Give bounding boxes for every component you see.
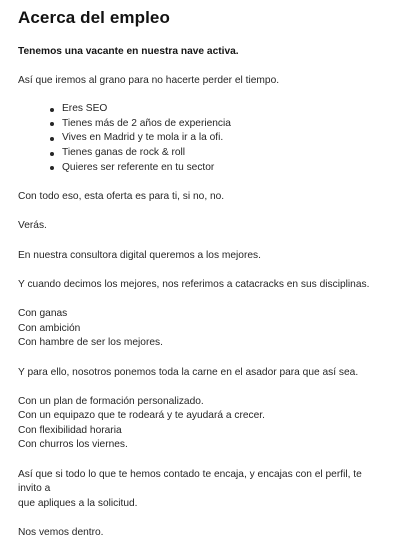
closing-paragraph: Nos vemos dentro. (18, 526, 104, 538)
requirement-item: Tienes ganas de rock & roll (50, 146, 386, 161)
after-list-paragraph: Con todo eso, esta oferta es para ti, si no, no. (18, 191, 225, 203)
quality-line: Con ambición (18, 322, 81, 334)
requirement-item: Tienes más de 2 años de experiencia (50, 117, 386, 132)
requirement-item: Quieres ser referente en tu sector (50, 161, 386, 176)
qualities-paragraph (18, 307, 386, 351)
requirement-item: Eres SEO (50, 102, 386, 117)
intro-paragraph: Así que iremos al grano para no hacerte perder el tiempo. (18, 75, 280, 87)
job-description-body (18, 45, 386, 540)
consultora-paragraph: En nuestra consultora digital queremos a los mejores. (18, 249, 261, 261)
offer-line: Con churros los viernes. (18, 439, 128, 451)
offer-line: Con un equipazo que te rodeará y te ayudará a crecer. (18, 410, 265, 422)
veras-paragraph: Verás. (18, 220, 47, 232)
offer-line: Con flexibilidad horaria (18, 424, 122, 436)
section-title: Acerca del empleo (18, 8, 170, 27)
offers-paragraph (18, 395, 386, 453)
requirements-list (18, 102, 386, 175)
apply-paragraph (18, 468, 386, 512)
asador-paragraph: Y para ello, nosotros ponemos toda la carne en el asador para que así sea. (18, 366, 359, 378)
offer-line: Con un plan de formación personalizado. (18, 395, 204, 407)
quality-line: Con hambre de ser los mejores. (18, 337, 163, 349)
catacracks-paragraph: Y cuando decimos los mejores, nos referimos a catacracks en sus disciplinas. (18, 278, 370, 290)
lead-paragraph: Tenemos una vacante en nuestra nave activa. (18, 46, 239, 57)
apply-line: Así que si todo lo que te hemos contado te encaja, y encajas con el perfil, te invito a (18, 468, 362, 495)
requirement-item: Vives en Madrid y te mola ir a la ofi. (50, 131, 386, 146)
apply-line: que apliques a la solicitud. (18, 497, 138, 509)
quality-line: Con ganas (18, 308, 68, 320)
